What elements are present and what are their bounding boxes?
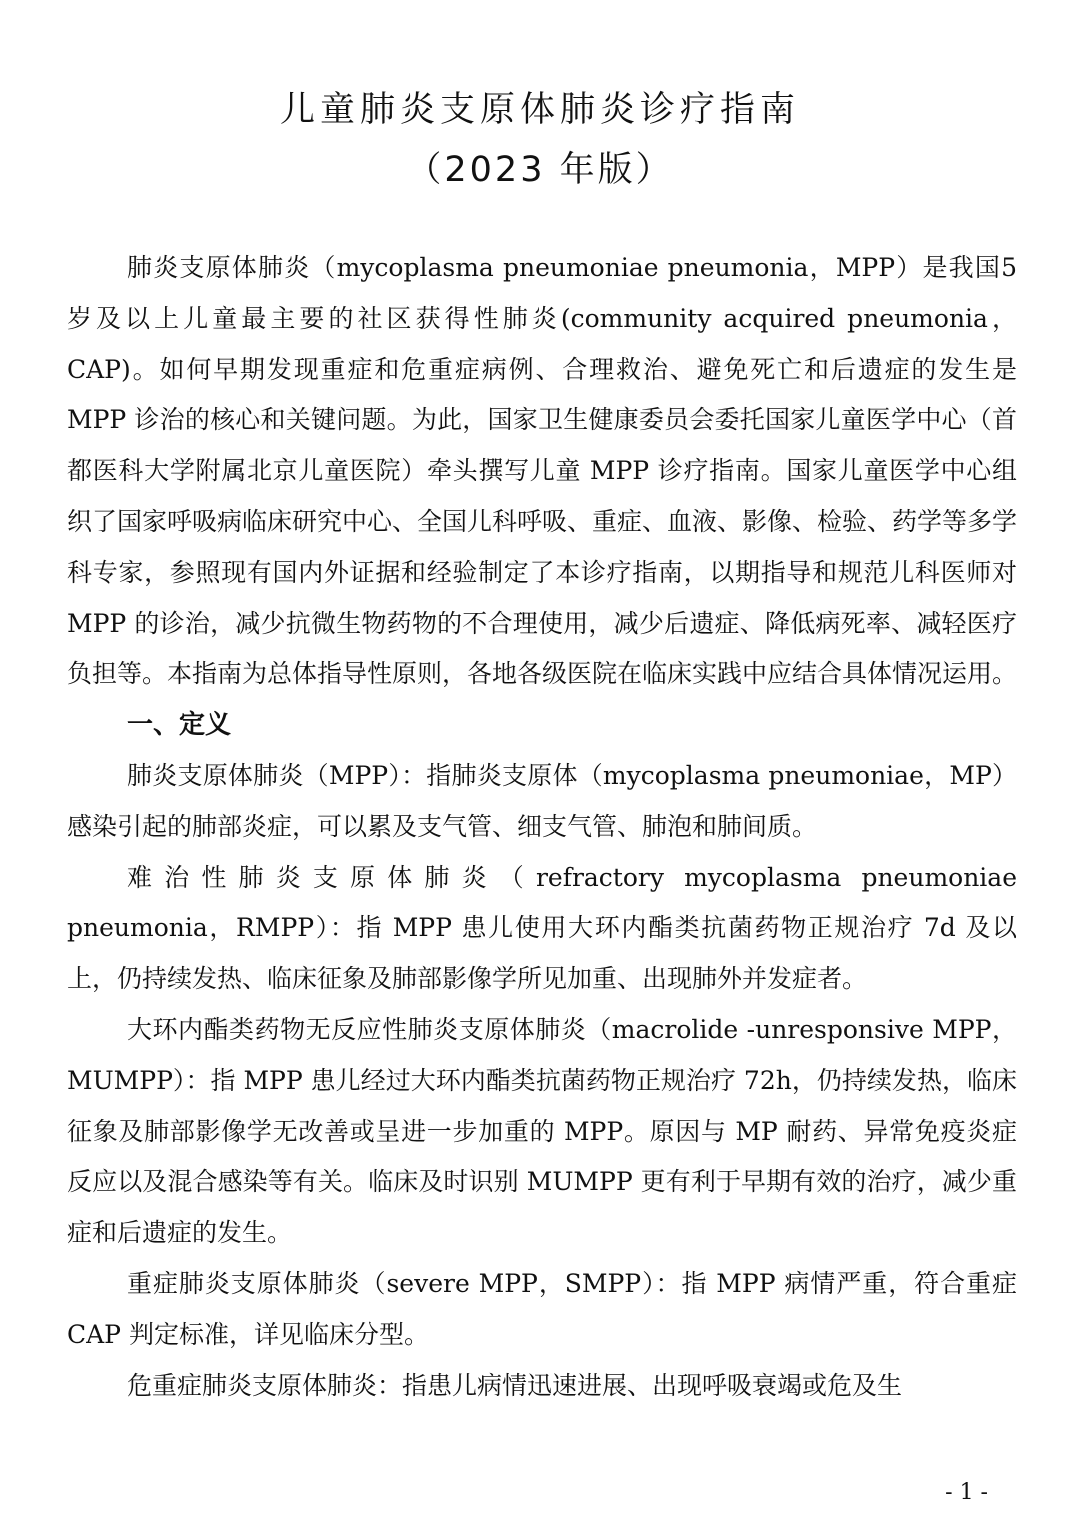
definition-rmpp: 难治性肺炎支原体肺炎（refractory mycoplasma pneumoniae pneumonia，RMPP）：指 MPP 患儿使用大环内酯类抗菌药物正规治疗 7d 及以上，仍持续发热、临床征象及肺部影像学所见加重、出现肺外并发症者。 bbox=[67, 862, 1017, 994]
document-subtitle: （2023 年版） bbox=[406, 150, 674, 190]
document-body bbox=[67, 243, 1017, 1411]
definition-mumpp: 大环内酯类药物无反应性肺炎支原体肺炎（macrolide -unresponsive MPP，MUMPP）：指 MPP 患儿经过大环内酯类抗菌药物正规治疗 72h，仍持续发热，临床征象及肺部影像学无改善或呈进一步加重的 MPP。原因与 MP 耐药、异常免疫炎症反应以及混合感染等有关。临床及时识别 MUMPP 更有利于早期有效的治疗，减少重症和后遗症的发生。 bbox=[67, 1014, 1017, 1248]
intro-paragraph: 肺炎支原体肺炎（mycoplasma pneumoniae pneumonia，MPP）是我国5岁及以上儿童最主要的社区获得性肺炎(community acquired pneumonia，CAP)。如何早期发现重症和危重症病例、合理救治、避免死亡和后遗症的发生是 MPP 诊治的核心和关键问题。为此，国家卫生健康委员会委托国家儿童医学中心（首都医科大学附属北京儿童医院）牵头撰写儿童 MPP 诊疗指南。国家儿童医学中心组织了国家呼吸病临床研究中心、全国儿科呼吸、重症、血液、影像、检验、药学等多学科专家，参照现有国内外证据和经验制定了本诊疗指南，以期指导和规范儿科医师对 MPP 的诊治，减少抗微生物药物的不合理使用，减少后遗症、降低病死率、减轻医疗负担等。本指南为总体指导性原则，各地各级医院在临床实践中应结合具体情况运用。 bbox=[67, 253, 1018, 689]
section-heading-definition: 一、定义 bbox=[127, 710, 232, 741]
definition-smpp: 重症肺炎支原体肺炎（severe MPP，SMPP）：指 MPP 病情严重，符合重症 CAP 判定标准，详见临床分型。 bbox=[67, 1268, 1017, 1349]
definition-mpp: 肺炎支原体肺炎（MPP）：指肺炎支原体（mycoplasma pneumoniae，MP）感染引起的肺部炎症，可以累及支气管、细支气管、肺泡和肺间质。 bbox=[67, 760, 1017, 841]
page-number: - 1 - bbox=[945, 1480, 988, 1505]
document-title: 儿童肺炎支原体肺炎诊疗指南 bbox=[279, 90, 800, 130]
definition-critical-mpp: 危重症肺炎支原体肺炎：指患儿病情迅速进展、出现呼吸衰竭或危及生 bbox=[127, 1370, 903, 1400]
